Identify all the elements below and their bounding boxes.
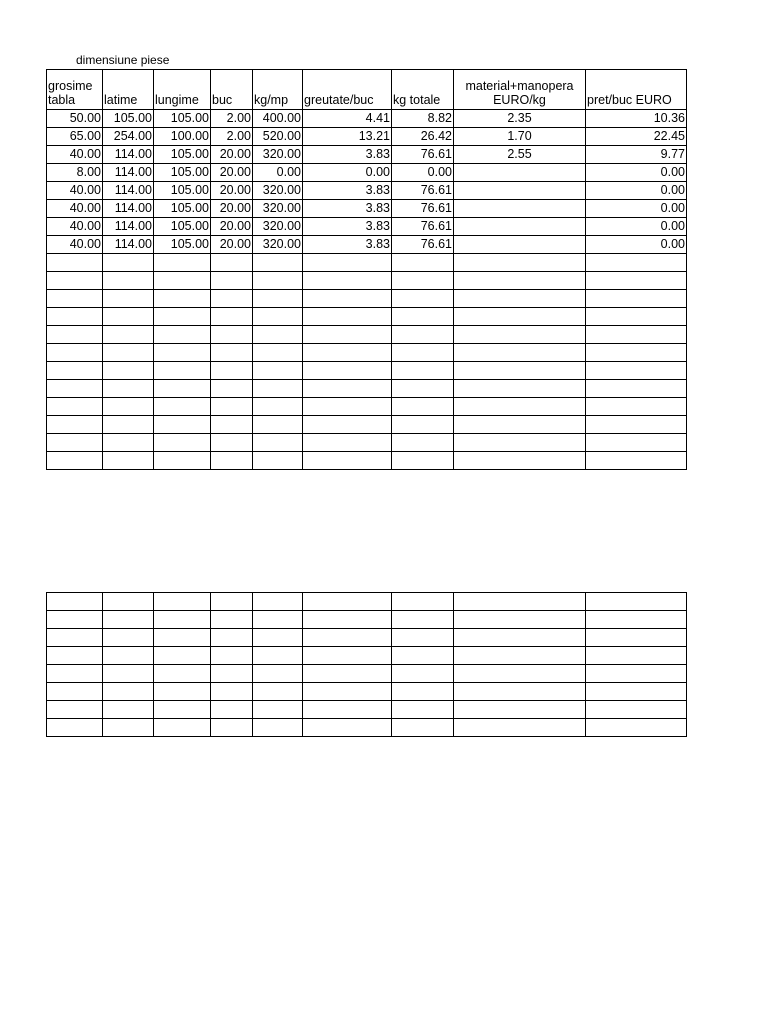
table-cell[interactable] — [586, 254, 687, 272]
table-cell[interactable] — [253, 308, 303, 326]
table-cell[interactable] — [454, 701, 586, 719]
sheet-caption: dimensiune piese — [76, 53, 170, 67]
table-cell[interactable] — [392, 308, 454, 326]
table-cell[interactable] — [253, 593, 303, 611]
table-cell[interactable]: 3.83 — [303, 200, 392, 218]
table-row — [47, 110, 687, 128]
table-cell[interactable] — [303, 290, 392, 308]
table-cell[interactable] — [303, 272, 392, 290]
table-cell[interactable] — [103, 308, 154, 326]
table-cell[interactable] — [253, 362, 303, 380]
table-cell[interactable] — [253, 665, 303, 683]
table-cell[interactable] — [154, 665, 211, 683]
table-row — [47, 164, 687, 182]
table-cell[interactable] — [211, 701, 253, 719]
table-cell[interactable]: 105.00 — [103, 110, 154, 128]
table-cell[interactable] — [586, 272, 687, 290]
table-cell[interactable] — [154, 611, 211, 629]
table-cell[interactable] — [47, 344, 103, 362]
table-cell[interactable] — [303, 398, 392, 416]
table-cell[interactable] — [154, 629, 211, 647]
table-cell[interactable] — [586, 701, 687, 719]
table-cell[interactable]: 3.83 — [303, 236, 392, 254]
table-cell[interactable] — [392, 647, 454, 665]
table-cell[interactable] — [154, 647, 211, 665]
table-cell[interactable] — [154, 719, 211, 737]
header-row — [47, 70, 687, 110]
table-cell[interactable]: 0.00 — [392, 164, 454, 182]
table-cell[interactable]: 40.00 — [47, 146, 103, 164]
table-cell[interactable]: 40.00 — [47, 182, 103, 200]
table-cell[interactable]: 105.00 — [154, 110, 211, 128]
table-cell[interactable] — [253, 434, 303, 452]
table-row — [47, 146, 687, 164]
table-cell[interactable] — [47, 434, 103, 452]
table-cell[interactable]: 20.00 — [211, 182, 253, 200]
table-row — [47, 629, 687, 647]
parts-table — [46, 69, 687, 470]
table-cell[interactable] — [103, 344, 154, 362]
header-grosime-line1: grosime — [48, 79, 93, 93]
table-cell[interactable] — [303, 416, 392, 434]
table-cell[interactable] — [211, 380, 253, 398]
table-cell[interactable] — [211, 272, 253, 290]
table-cell[interactable] — [103, 362, 154, 380]
table-cell[interactable] — [454, 380, 586, 398]
table-cell[interactable]: 105.00 — [154, 236, 211, 254]
table-cell[interactable]: 13.21 — [303, 128, 392, 146]
table-cell[interactable] — [303, 254, 392, 272]
table-cell[interactable] — [154, 593, 211, 611]
table-cell[interactable] — [253, 701, 303, 719]
table-cell[interactable] — [586, 290, 687, 308]
table-cell[interactable] — [211, 593, 253, 611]
table-cell[interactable]: 76.61 — [392, 218, 454, 236]
table-cell[interactable] — [454, 362, 586, 380]
table-cell[interactable] — [454, 254, 586, 272]
table-cell[interactable] — [253, 290, 303, 308]
header-latime[interactable]: latime — [103, 70, 154, 110]
table-cell[interactable] — [454, 326, 586, 344]
table-cell[interactable] — [586, 326, 687, 344]
header-grosime-tabla[interactable] — [47, 70, 103, 110]
table-cell[interactable] — [392, 611, 454, 629]
table-cell[interactable] — [103, 290, 154, 308]
table-cell[interactable]: 2.55 — [454, 146, 586, 164]
table-cell[interactable]: 105.00 — [154, 200, 211, 218]
table-row — [47, 665, 687, 683]
table-cell[interactable] — [154, 452, 211, 470]
table-cell[interactable]: 0.00 — [586, 164, 687, 182]
table-cell[interactable] — [392, 362, 454, 380]
table-cell[interactable] — [47, 701, 103, 719]
table-cell[interactable] — [47, 362, 103, 380]
table-cell[interactable]: 76.61 — [392, 200, 454, 218]
table-cell[interactable] — [303, 719, 392, 737]
table-cell[interactable]: 320.00 — [253, 218, 303, 236]
table-cell[interactable] — [211, 344, 253, 362]
table-cell[interactable]: 76.61 — [392, 182, 454, 200]
table-cell[interactable] — [154, 380, 211, 398]
table-cell[interactable] — [103, 254, 154, 272]
table-cell[interactable]: 40.00 — [47, 218, 103, 236]
table-cell[interactable] — [253, 272, 303, 290]
table-cell[interactable] — [103, 629, 154, 647]
header-material-line1: material+manopera — [465, 79, 574, 93]
table-cell[interactable] — [303, 683, 392, 701]
table-row — [47, 308, 687, 326]
table-cell[interactable] — [253, 683, 303, 701]
table-cell[interactable] — [303, 629, 392, 647]
table-cell[interactable]: 76.61 — [392, 236, 454, 254]
table-cell[interactable] — [454, 308, 586, 326]
table-cell[interactable]: 320.00 — [253, 146, 303, 164]
table-cell[interactable]: 114.00 — [103, 164, 154, 182]
table-cell[interactable] — [303, 308, 392, 326]
table-cell[interactable]: 0.00 — [253, 164, 303, 182]
header-pret-buc[interactable]: pret/buc EURO — [586, 70, 687, 110]
table-row — [47, 452, 687, 470]
table-cell[interactable] — [154, 308, 211, 326]
table-cell[interactable] — [211, 326, 253, 344]
table-cell[interactable] — [303, 344, 392, 362]
table-row — [47, 416, 687, 434]
table-cell[interactable] — [253, 629, 303, 647]
table-cell[interactable] — [154, 272, 211, 290]
table-row — [47, 182, 687, 200]
table-cell[interactable] — [103, 665, 154, 683]
table-cell[interactable]: 3.83 — [303, 218, 392, 236]
table-cell[interactable]: 4.41 — [303, 110, 392, 128]
table-cell[interactable]: 114.00 — [103, 236, 154, 254]
table-cell[interactable] — [303, 326, 392, 344]
table-cell[interactable] — [47, 254, 103, 272]
table-row — [47, 434, 687, 452]
table-cell[interactable]: 20.00 — [211, 218, 253, 236]
table-cell[interactable]: 114.00 — [103, 182, 154, 200]
header-material-line2: EURO/kg — [493, 93, 546, 107]
table-cell[interactable] — [392, 593, 454, 611]
table-cell[interactable] — [47, 647, 103, 665]
table-cell[interactable] — [586, 683, 687, 701]
table-cell[interactable] — [454, 629, 586, 647]
table-cell[interactable]: 20.00 — [211, 146, 253, 164]
table-cell[interactable] — [47, 629, 103, 647]
table-cell[interactable] — [454, 719, 586, 737]
table-cell[interactable] — [253, 452, 303, 470]
table-cell[interactable] — [392, 629, 454, 647]
table-cell[interactable] — [392, 434, 454, 452]
table-cell[interactable]: 105.00 — [154, 218, 211, 236]
table-cell[interactable] — [392, 683, 454, 701]
table-cell[interactable]: 26.42 — [392, 128, 454, 146]
table-cell[interactable] — [454, 434, 586, 452]
table-row — [47, 254, 687, 272]
table-cell[interactable] — [47, 416, 103, 434]
table-cell[interactable] — [392, 254, 454, 272]
header-buc[interactable]: buc — [211, 70, 253, 110]
table-cell[interactable] — [586, 611, 687, 629]
table-cell[interactable] — [211, 683, 253, 701]
table-cell[interactable] — [47, 380, 103, 398]
table-row — [47, 701, 687, 719]
table-cell[interactable]: 0.00 — [586, 218, 687, 236]
table-cell[interactable] — [303, 647, 392, 665]
table-cell[interactable]: 254.00 — [103, 128, 154, 146]
table-cell[interactable] — [154, 416, 211, 434]
table-cell[interactable] — [154, 344, 211, 362]
table-cell[interactable] — [586, 593, 687, 611]
table-cell[interactable] — [392, 665, 454, 683]
table-cell[interactable] — [211, 398, 253, 416]
table-cell[interactable] — [154, 434, 211, 452]
table-cell[interactable] — [303, 593, 392, 611]
table-cell[interactable] — [303, 434, 392, 452]
table-cell[interactable] — [253, 719, 303, 737]
table-cell[interactable] — [103, 683, 154, 701]
table-cell[interactable]: 105.00 — [154, 182, 211, 200]
table-cell[interactable]: 65.00 — [47, 128, 103, 146]
table-cell[interactable]: 105.00 — [154, 164, 211, 182]
table-cell[interactable] — [586, 362, 687, 380]
table-cell[interactable]: 114.00 — [103, 200, 154, 218]
parts-table-body — [47, 110, 687, 470]
table-cell[interactable] — [454, 398, 586, 416]
table-row — [47, 683, 687, 701]
table-cell[interactable]: 400.00 — [253, 110, 303, 128]
table-cell[interactable] — [154, 254, 211, 272]
table-cell[interactable] — [586, 629, 687, 647]
table-cell[interactable]: 3.83 — [303, 146, 392, 164]
table-cell[interactable]: 2.35 — [454, 110, 586, 128]
table-cell[interactable] — [454, 272, 586, 290]
table-cell[interactable] — [454, 683, 586, 701]
table-cell[interactable] — [211, 362, 253, 380]
table-cell[interactable] — [586, 719, 687, 737]
table-row — [47, 236, 687, 254]
header-material-manopera[interactable] — [454, 70, 586, 110]
table-cell[interactable] — [47, 308, 103, 326]
table-cell[interactable]: 520.00 — [253, 128, 303, 146]
table-cell[interactable] — [211, 719, 253, 737]
table-cell[interactable] — [253, 254, 303, 272]
table-cell[interactable] — [303, 380, 392, 398]
table-cell[interactable]: 0.00 — [303, 164, 392, 182]
table-cell[interactable]: 50.00 — [47, 110, 103, 128]
table-cell[interactable] — [47, 398, 103, 416]
table-cell[interactable] — [103, 398, 154, 416]
table-cell[interactable] — [392, 326, 454, 344]
table-cell[interactable] — [303, 452, 392, 470]
table-row — [47, 290, 687, 308]
table-cell[interactable] — [103, 326, 154, 344]
table-cell[interactable]: 20.00 — [211, 236, 253, 254]
table-cell[interactable]: 114.00 — [103, 146, 154, 164]
table-cell[interactable]: 20.00 — [211, 200, 253, 218]
table-row — [47, 326, 687, 344]
table-cell[interactable] — [211, 254, 253, 272]
table-cell[interactable]: 105.00 — [154, 146, 211, 164]
table-row — [47, 719, 687, 737]
table-cell[interactable] — [47, 683, 103, 701]
table-cell[interactable] — [154, 290, 211, 308]
header-kg-mp[interactable]: kg/mp — [253, 70, 303, 110]
table-cell[interactable] — [586, 452, 687, 470]
table-cell[interactable] — [103, 272, 154, 290]
table-row — [47, 611, 687, 629]
table-cell[interactable] — [454, 200, 586, 218]
table-cell[interactable]: 0.00 — [586, 236, 687, 254]
table-cell[interactable] — [253, 611, 303, 629]
table-cell[interactable] — [47, 719, 103, 737]
table-cell[interactable] — [392, 290, 454, 308]
table-cell[interactable] — [454, 218, 586, 236]
table-cell[interactable]: 320.00 — [253, 236, 303, 254]
table-cell[interactable]: 76.61 — [392, 146, 454, 164]
table-row — [47, 128, 687, 146]
header-kg-totale[interactable]: kg totale — [392, 70, 454, 110]
table-cell[interactable] — [303, 362, 392, 380]
table-cell[interactable] — [586, 647, 687, 665]
table-cell[interactable] — [454, 416, 586, 434]
table-cell[interactable] — [454, 665, 586, 683]
table-cell[interactable] — [211, 434, 253, 452]
table-cell[interactable] — [392, 452, 454, 470]
table-cell[interactable] — [211, 665, 253, 683]
table-cell[interactable]: 8.00 — [47, 164, 103, 182]
table-cell[interactable]: 20.00 — [211, 164, 253, 182]
table-cell[interactable] — [154, 683, 211, 701]
table-cell[interactable] — [586, 344, 687, 362]
header-greutate-buc[interactable]: greutate/buc — [303, 70, 392, 110]
table-cell[interactable] — [392, 416, 454, 434]
table-cell[interactable] — [47, 290, 103, 308]
table-cell[interactable]: 22.45 — [586, 128, 687, 146]
table-cell[interactable] — [303, 701, 392, 719]
table-cell[interactable] — [454, 452, 586, 470]
table-cell[interactable] — [454, 182, 586, 200]
table-cell[interactable] — [47, 326, 103, 344]
table-cell[interactable] — [454, 611, 586, 629]
table-cell[interactable] — [103, 434, 154, 452]
table-cell[interactable] — [103, 416, 154, 434]
table-cell[interactable] — [454, 593, 586, 611]
table-cell[interactable] — [253, 398, 303, 416]
table-cell[interactable] — [103, 647, 154, 665]
table-cell[interactable] — [392, 380, 454, 398]
table-cell[interactable]: 114.00 — [103, 218, 154, 236]
table-row — [47, 362, 687, 380]
table-cell[interactable] — [211, 416, 253, 434]
table-cell[interactable] — [253, 326, 303, 344]
table-cell[interactable] — [211, 290, 253, 308]
table-cell[interactable]: 3.83 — [303, 182, 392, 200]
table-row — [47, 218, 687, 236]
table-row — [47, 344, 687, 362]
table-cell[interactable]: 8.82 — [392, 110, 454, 128]
second-table — [46, 592, 687, 737]
table-cell[interactable]: 0.00 — [586, 182, 687, 200]
table-cell[interactable] — [211, 452, 253, 470]
table-cell[interactable]: 2.00 — [211, 110, 253, 128]
table-row — [47, 647, 687, 665]
table-cell[interactable] — [454, 647, 586, 665]
table-cell[interactable] — [154, 398, 211, 416]
table-cell[interactable]: 40.00 — [47, 200, 103, 218]
table-cell[interactable] — [103, 701, 154, 719]
table-cell[interactable] — [154, 362, 211, 380]
table-row — [47, 200, 687, 218]
table-cell[interactable] — [586, 416, 687, 434]
table-cell[interactable] — [454, 290, 586, 308]
table-row — [47, 398, 687, 416]
table-row — [47, 380, 687, 398]
header-lungime[interactable]: lungime — [154, 70, 211, 110]
table-cell[interactable] — [47, 452, 103, 470]
header-grosime-line2: tabla — [48, 93, 76, 107]
table-cell[interactable] — [47, 272, 103, 290]
table-cell[interactable] — [454, 236, 586, 254]
table-cell[interactable] — [454, 344, 586, 362]
table-cell[interactable] — [103, 719, 154, 737]
table-cell[interactable]: 0.00 — [586, 200, 687, 218]
table-cell[interactable] — [303, 665, 392, 683]
table-cell[interactable] — [253, 380, 303, 398]
table-cell[interactable] — [303, 611, 392, 629]
table-cell[interactable] — [211, 647, 253, 665]
table-cell[interactable] — [392, 398, 454, 416]
table-cell[interactable] — [586, 434, 687, 452]
table-cell[interactable] — [586, 398, 687, 416]
table-cell[interactable] — [47, 665, 103, 683]
table-cell[interactable] — [392, 344, 454, 362]
table-cell[interactable] — [211, 611, 253, 629]
table-cell[interactable]: 100.00 — [154, 128, 211, 146]
table-cell[interactable] — [454, 164, 586, 182]
table-cell[interactable]: 320.00 — [253, 182, 303, 200]
table-cell[interactable] — [392, 719, 454, 737]
table-cell[interactable] — [154, 326, 211, 344]
table-cell[interactable] — [47, 611, 103, 629]
table-cell[interactable] — [103, 380, 154, 398]
table-cell[interactable]: 320.00 — [253, 200, 303, 218]
table-cell[interactable] — [103, 452, 154, 470]
table-cell[interactable]: 9.77 — [586, 146, 687, 164]
table-cell[interactable] — [253, 416, 303, 434]
table-cell[interactable]: 10.36 — [586, 110, 687, 128]
table-row — [47, 593, 687, 611]
table-cell[interactable] — [103, 593, 154, 611]
table-cell[interactable] — [586, 308, 687, 326]
table-cell[interactable]: 2.00 — [211, 128, 253, 146]
table-cell[interactable] — [211, 308, 253, 326]
table-cell[interactable] — [154, 701, 211, 719]
table-cell[interactable] — [392, 701, 454, 719]
table-cell[interactable] — [253, 344, 303, 362]
table-cell[interactable] — [103, 611, 154, 629]
second-table-body — [47, 593, 687, 737]
table-cell[interactable] — [47, 593, 103, 611]
table-cell[interactable] — [392, 272, 454, 290]
table-cell[interactable]: 1.70 — [454, 128, 586, 146]
table-cell[interactable] — [211, 629, 253, 647]
table-cell[interactable] — [253, 647, 303, 665]
table-cell[interactable]: 40.00 — [47, 236, 103, 254]
table-row — [47, 272, 687, 290]
table-cell[interactable] — [586, 380, 687, 398]
table-cell[interactable] — [586, 665, 687, 683]
